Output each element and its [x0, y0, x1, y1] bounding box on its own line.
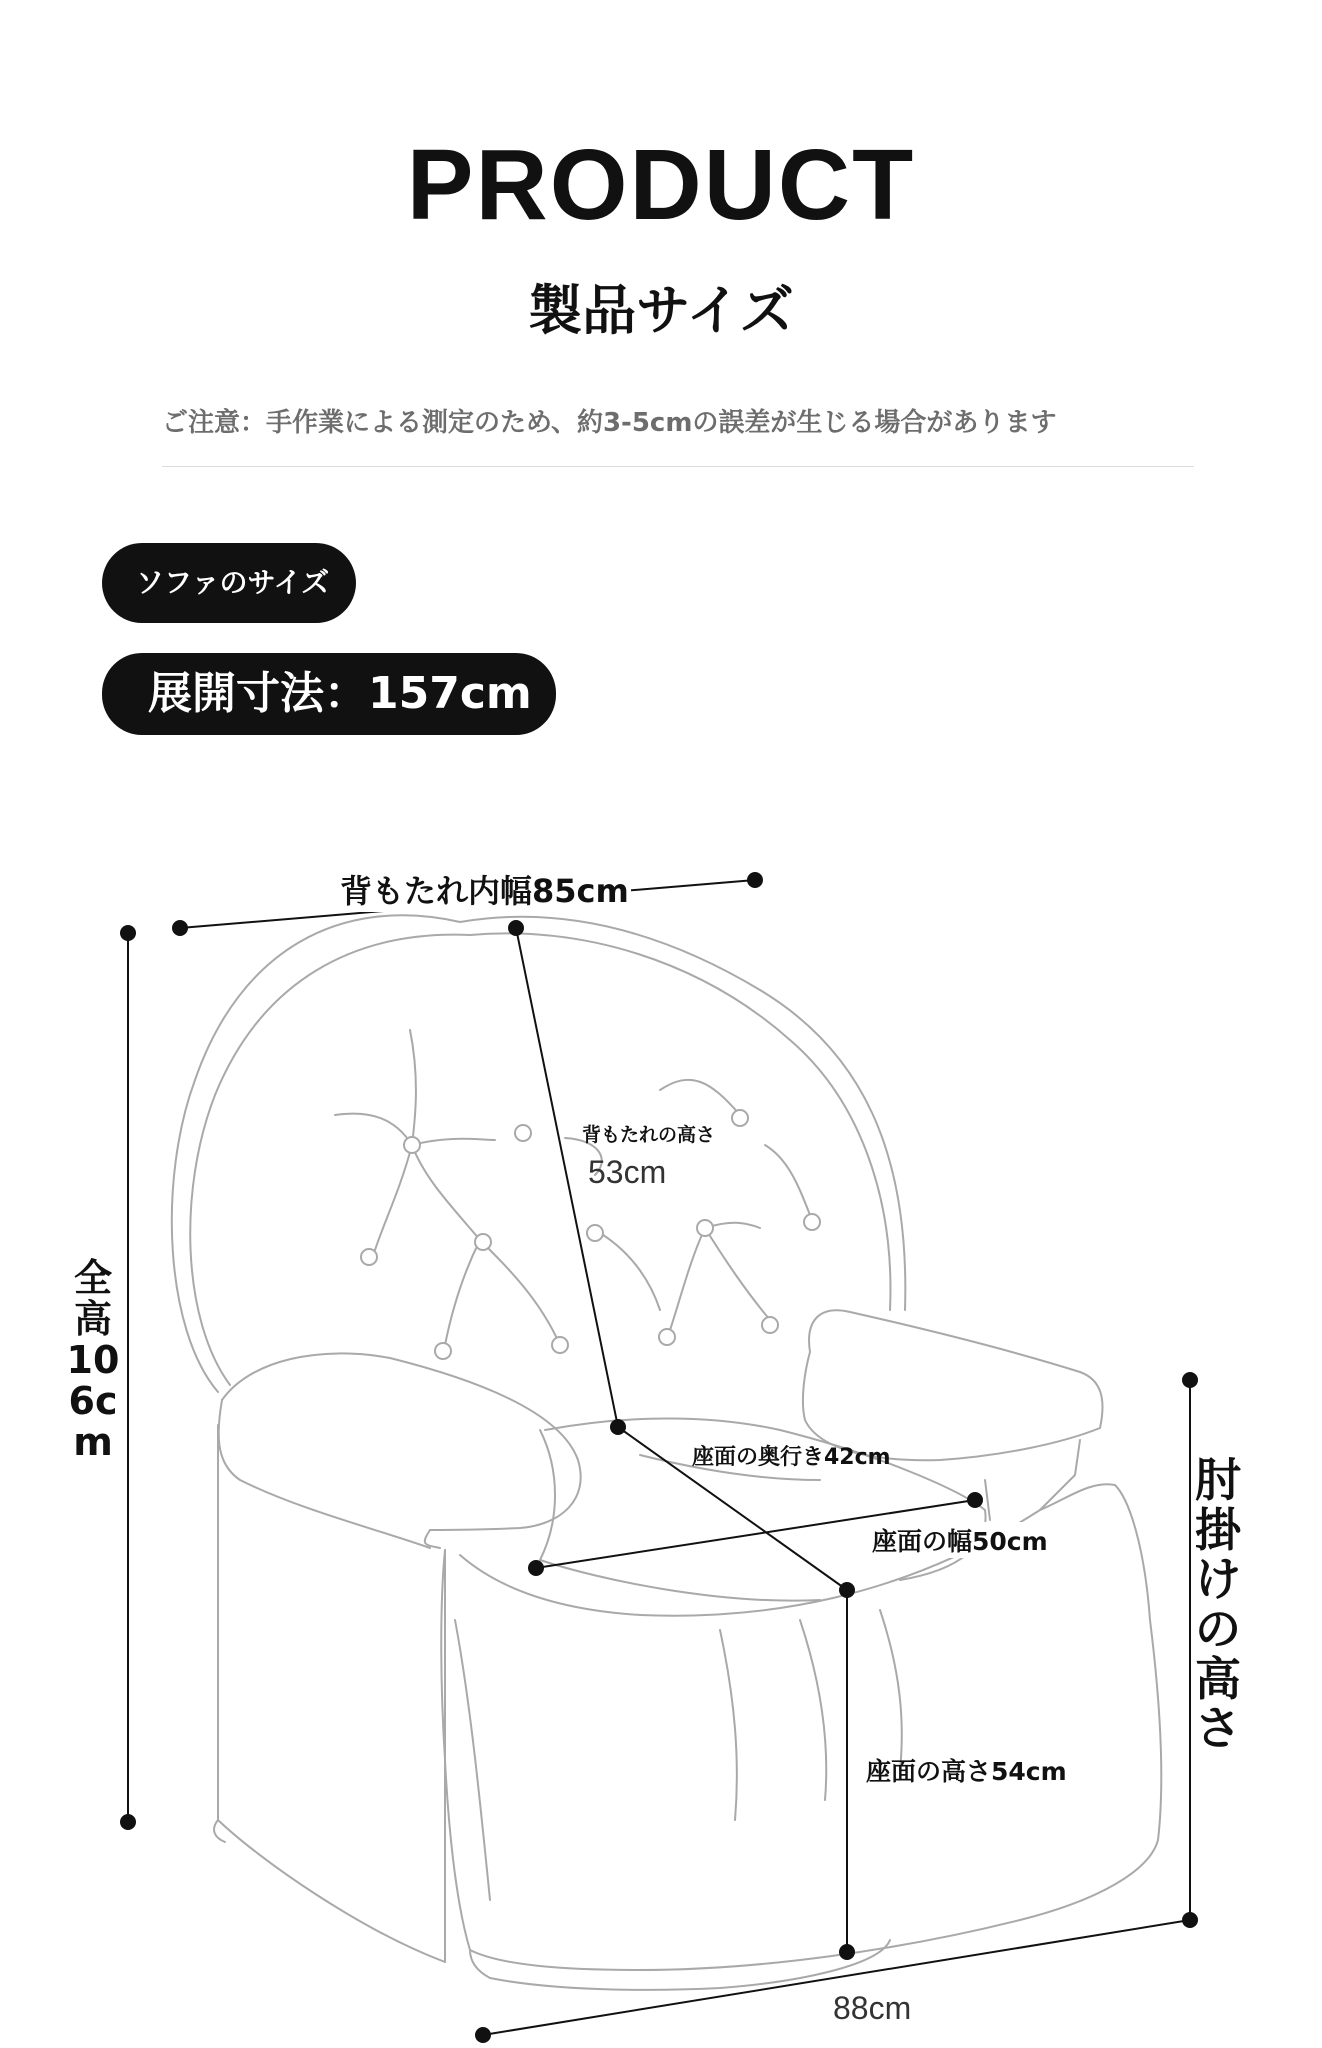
armrest-height-label: 肘掛けの高さ: [1192, 1456, 1244, 1754]
backrest-height-label: 背もたれの高さ: [582, 1124, 716, 1146]
button-12: [762, 1317, 778, 1333]
dot: [967, 1492, 983, 1508]
button-3: [732, 1110, 748, 1126]
seat-width-label: 座面の幅50cm: [870, 1522, 1050, 1558]
total-width-label: 88cm: [833, 1990, 912, 2026]
button-11: [659, 1329, 675, 1345]
button-9: [435, 1343, 451, 1359]
dot: [120, 925, 136, 941]
page-subtitle: 製品サイズ: [528, 279, 794, 342]
dot: [172, 920, 188, 936]
seat-height-label: 座面の高さ54cm: [866, 1757, 1067, 1786]
backrest-width-label: 背もたれ内幅85cm: [338, 866, 631, 912]
dot: [747, 872, 763, 888]
button-5: [475, 1234, 491, 1250]
sofa-size-badge: ソファのサイズ: [102, 543, 356, 623]
measure-dots: [120, 872, 1198, 2043]
page-title: PRODUCT: [406, 129, 916, 241]
tufting-buttons: [361, 1110, 820, 1359]
total-height-label: 全高106cm: [62, 1258, 124, 1463]
button-8: [804, 1214, 820, 1230]
expanded-size-badge: 展開寸法：157cm: [102, 653, 556, 735]
dot: [1182, 1372, 1198, 1388]
measure-lines: [128, 880, 1190, 2035]
button-4: [361, 1249, 377, 1265]
dot: [508, 920, 524, 936]
button-2: [515, 1125, 531, 1141]
sofa-outline: [172, 915, 1161, 1990]
dot: [120, 1814, 136, 1830]
button-10: [552, 1337, 568, 1353]
button-1: [404, 1137, 420, 1153]
button-6: [587, 1225, 603, 1241]
dot: [839, 1944, 855, 1960]
dot: [475, 2027, 491, 2043]
measurement-note: ご注意：手作業による測定のため、約3-5cmの誤差が生じる場合があります: [162, 408, 1057, 438]
dot: [528, 1560, 544, 1576]
dot: [610, 1419, 626, 1435]
dot: [839, 1582, 855, 1598]
button-7: [697, 1220, 713, 1236]
backrest-height-value: 53cm: [588, 1154, 667, 1190]
seat-depth-label: 座面の奥行き42cm: [692, 1445, 891, 1470]
dot: [1182, 1912, 1198, 1928]
